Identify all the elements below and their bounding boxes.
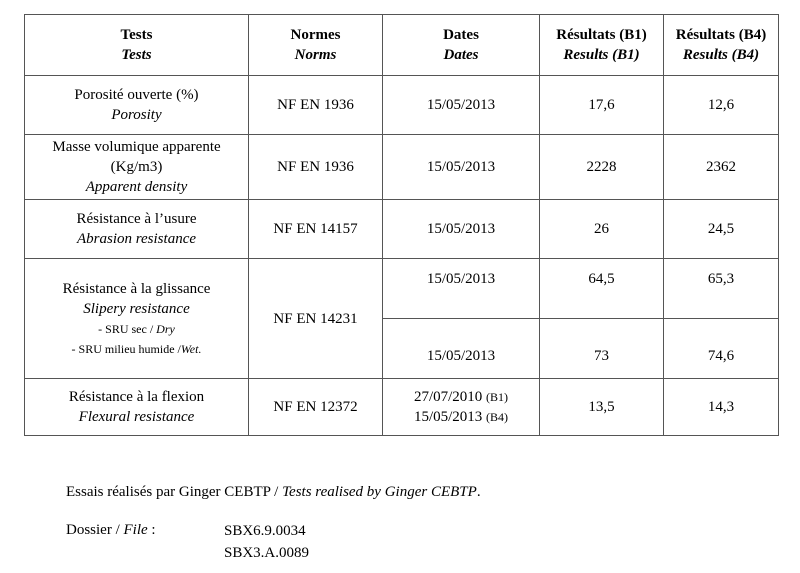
table-row xyxy=(25,76,779,135)
result-b1-cell: 64,5 xyxy=(540,259,664,319)
norm-cell: NF EN 1936 xyxy=(249,76,383,135)
header-results-b4 xyxy=(664,15,779,76)
norm-cell: NF EN 14231 xyxy=(249,259,383,379)
sub-test-wet xyxy=(27,339,246,359)
file-number: SBX6.9.0034 xyxy=(224,523,306,539)
table-row xyxy=(25,135,779,200)
tests-note xyxy=(66,482,481,502)
sub-test-dry xyxy=(27,319,246,339)
date-line-b4 xyxy=(385,407,537,427)
header-tests-fr: Tests xyxy=(120,27,153,43)
result-b1-cell: 13,5 xyxy=(540,379,664,436)
result-b4-cell: 2362 xyxy=(664,135,779,200)
result-b4-cell: 74,6 xyxy=(664,319,779,379)
sub-test-wet-fr: - SRU milieu humide / xyxy=(71,341,181,356)
table-row xyxy=(25,259,779,319)
tests-note-end: . xyxy=(476,484,481,500)
test-name-fr: Masse volumique apparente xyxy=(52,139,221,155)
test-cell xyxy=(25,379,249,436)
header-dates-en: Dates xyxy=(443,47,479,63)
tests-note-fr: Essais réalisés par Ginger CEBTP / xyxy=(66,484,283,500)
test-name-en: Slipery resistance xyxy=(83,300,190,317)
test-results-table xyxy=(24,14,779,436)
date-cell xyxy=(383,379,540,436)
test-name-en: Flexural resistance xyxy=(78,409,195,425)
result-b1-cell: 2228 xyxy=(540,135,664,200)
header-tests xyxy=(25,15,249,76)
test-name-en: Abrasion resistance xyxy=(76,231,197,247)
norm-cell: NF EN 1936 xyxy=(249,135,383,200)
header-dates xyxy=(383,15,540,76)
header-results-b1 xyxy=(540,15,664,76)
file-label xyxy=(66,520,156,540)
norm-cell: NF EN 14157 xyxy=(249,200,383,259)
date-cell: 15/05/2013 xyxy=(383,319,540,379)
result-b1-cell: 73 xyxy=(540,319,664,379)
file-label-en: File xyxy=(123,522,148,538)
result-b4-cell: 14,3 xyxy=(664,379,779,436)
result-b4-cell: 24,5 xyxy=(664,200,779,259)
date-tag: (B4) xyxy=(486,410,509,424)
header-results-b1-fr: Résultats (B1) xyxy=(556,27,647,43)
result-b1-cell: 17,6 xyxy=(540,76,664,135)
result-b1-cell: 26 xyxy=(540,200,664,259)
test-cell xyxy=(25,135,249,200)
tests-note-en: Tests realised by Ginger CEBTP xyxy=(282,484,477,500)
date-cell: 15/05/2013 xyxy=(383,135,540,200)
norm-cell: NF EN 12372 xyxy=(249,379,383,436)
test-name-fr: Résistance à l’usure xyxy=(76,211,197,227)
header-tests-en: Tests xyxy=(121,47,152,63)
date-tag: (B1) xyxy=(486,390,509,404)
test-name-en: Apparent density xyxy=(85,179,188,195)
date-value: 27/07/2010 xyxy=(413,389,483,405)
header-norms xyxy=(249,15,383,76)
file-number: SBX3.A.0089 xyxy=(224,545,310,561)
header-results-b1-en: Results (B1) xyxy=(563,47,640,63)
header-norms-en: Norms xyxy=(294,47,337,63)
header-dates-fr: Dates xyxy=(443,27,479,43)
test-name-fr: Résistance à la flexion xyxy=(68,389,205,405)
header-results-b4-en: Results (B4) xyxy=(682,47,760,63)
file-numbers xyxy=(224,520,309,564)
date-cell: 15/05/2013 xyxy=(383,200,540,259)
table-row xyxy=(25,200,779,259)
table-row xyxy=(25,379,779,436)
header-norms-fr: Normes xyxy=(290,27,341,43)
sub-test-dry-fr: - SRU sec / xyxy=(98,321,157,336)
sub-test-dry-en: Dry xyxy=(156,321,175,336)
test-cell xyxy=(25,76,249,135)
date-value: 15/05/2013 xyxy=(413,409,483,425)
file-label-colon: : xyxy=(147,522,156,538)
sub-test-wet-en: Wet. xyxy=(180,341,202,356)
date-line-b1 xyxy=(385,387,537,407)
test-cell xyxy=(25,259,249,379)
header-results-b4-fr: Résultats (B4) xyxy=(675,27,767,43)
test-cell xyxy=(25,200,249,259)
file-label-fr: Dossier / xyxy=(66,522,124,538)
header-row xyxy=(25,15,779,76)
test-name-fr: Porosité ouverte (%) xyxy=(74,87,199,103)
test-unit: (Kg/m3) xyxy=(110,159,163,175)
result-b4-cell: 12,6 xyxy=(664,76,779,135)
date-cell: 15/05/2013 xyxy=(383,259,540,319)
result-b4-cell: 65,3 xyxy=(664,259,779,319)
test-name-en: Porosity xyxy=(111,107,162,123)
test-name-fr: Résistance à la glissance xyxy=(62,280,211,297)
date-cell: 15/05/2013 xyxy=(383,76,540,135)
